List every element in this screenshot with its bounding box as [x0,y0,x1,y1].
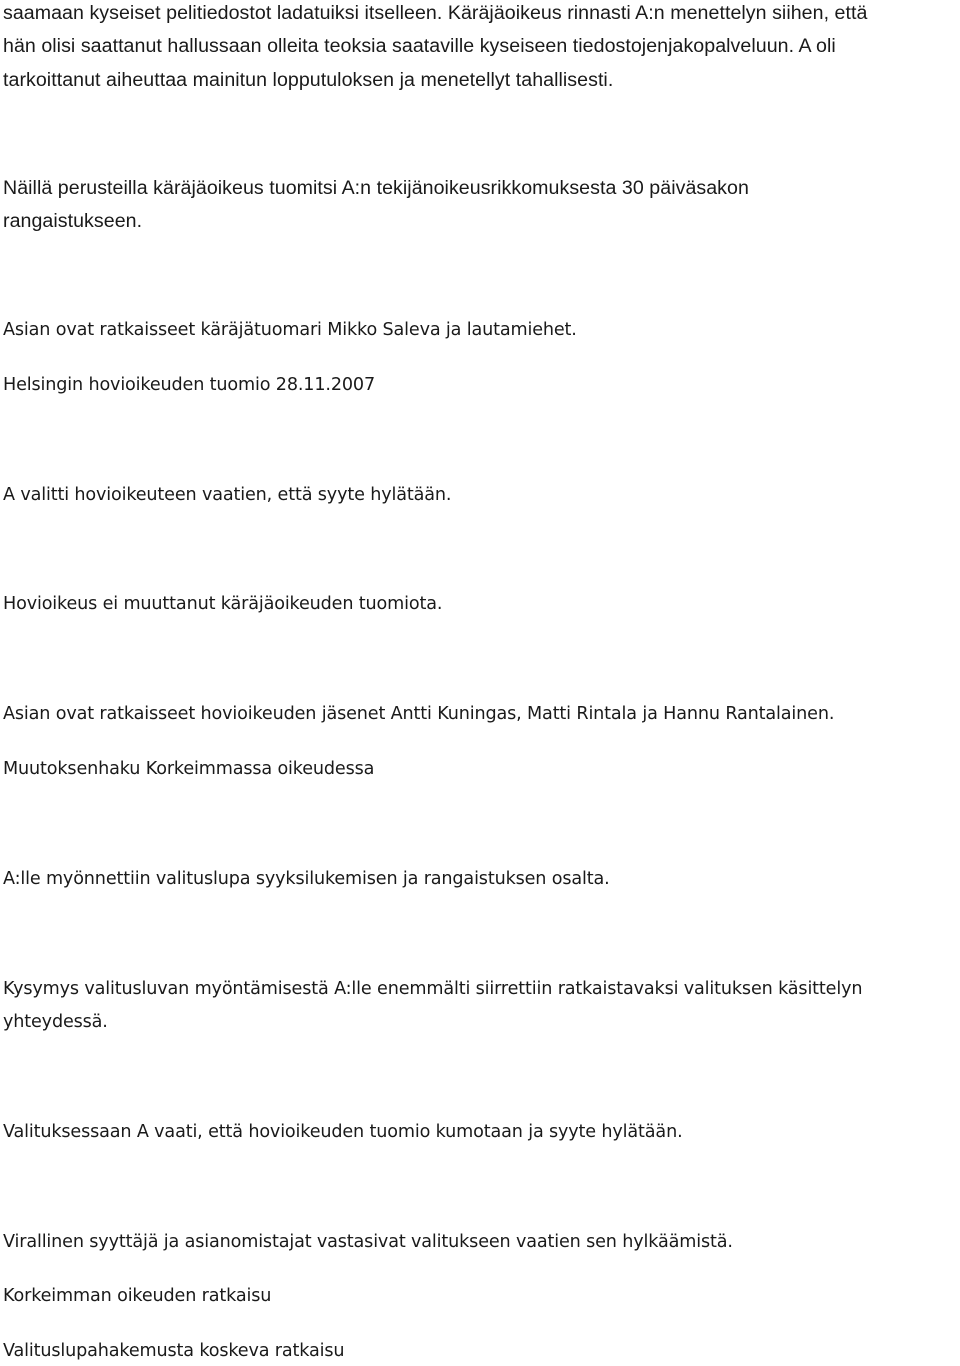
text-line-16: Virallinen syyttäjä ja asianomistajat vastasivat valitukseen vaatien sen hylkäämistä. [3,1232,733,1252]
text-line-15: Valituksessaan A vaati, että hovioikeuden tuomio kumotaan ja syyte hylätään. [3,1122,683,1142]
text-line-5: rangaistukseen. [3,210,143,232]
text-line-13: Kysymys valitusluvan myöntämisestä A:lle enemmälti siirrettiin ratkaistavaksi valituksen käsittelyn [3,979,863,999]
text-line-3: tarkoittanut aiheuttaa mainitun lopputuloksen ja menetellyt tahallisesti. [3,69,614,91]
text-line-4: Näillä perusteilla käräjäoikeus tuomitsi A:n tekijänoikeusrikkomuksesta 30 päiväsakon [3,177,749,199]
text-line-18: Valituslupahakemusta koskeva ratkaisu [3,1341,345,1361]
text-line-12: A:lle myönnettiin valituslupa syyksilukemisen ja rangaistuksen osalta. [3,869,610,889]
text-line-7: Helsingin hovioikeuden tuomio 28.11.2007 [3,375,376,395]
text-line-2: hän olisi saattanut hallussaan olleita teoksia saataville kyseiseen tiedostojenjakopalveluun. A oli [3,35,836,57]
text-line-17: Korkeimman oikeuden ratkaisu [3,1286,272,1306]
text-line-11: Muutoksenhaku Korkeimmassa oikeudessa [3,759,375,779]
text-line-8: A valitti hovioikeuteen vaatien, että syyte hylätään. [3,485,452,505]
text-line-9: Hovioikeus ei muuttanut käräjäoikeuden tuomiota. [3,594,443,614]
text-line-6: Asian ovat ratkaisseet käräjätuomari Mikko Saleva ja lautamiehet. [3,320,577,340]
text-line-14: yhteydessä. [3,1012,108,1032]
text-line-10: Asian ovat ratkaisseet hovioikeuden jäsenet Antti Kuningas, Matti Rintala ja Hannu Rantalainen. [3,704,835,724]
text-line-1: saamaan kyseiset pelitiedostot ladatuiksi itselleen. Käräjäoikeus rinnasti A:n menettelyn siihen, että [3,2,868,24]
